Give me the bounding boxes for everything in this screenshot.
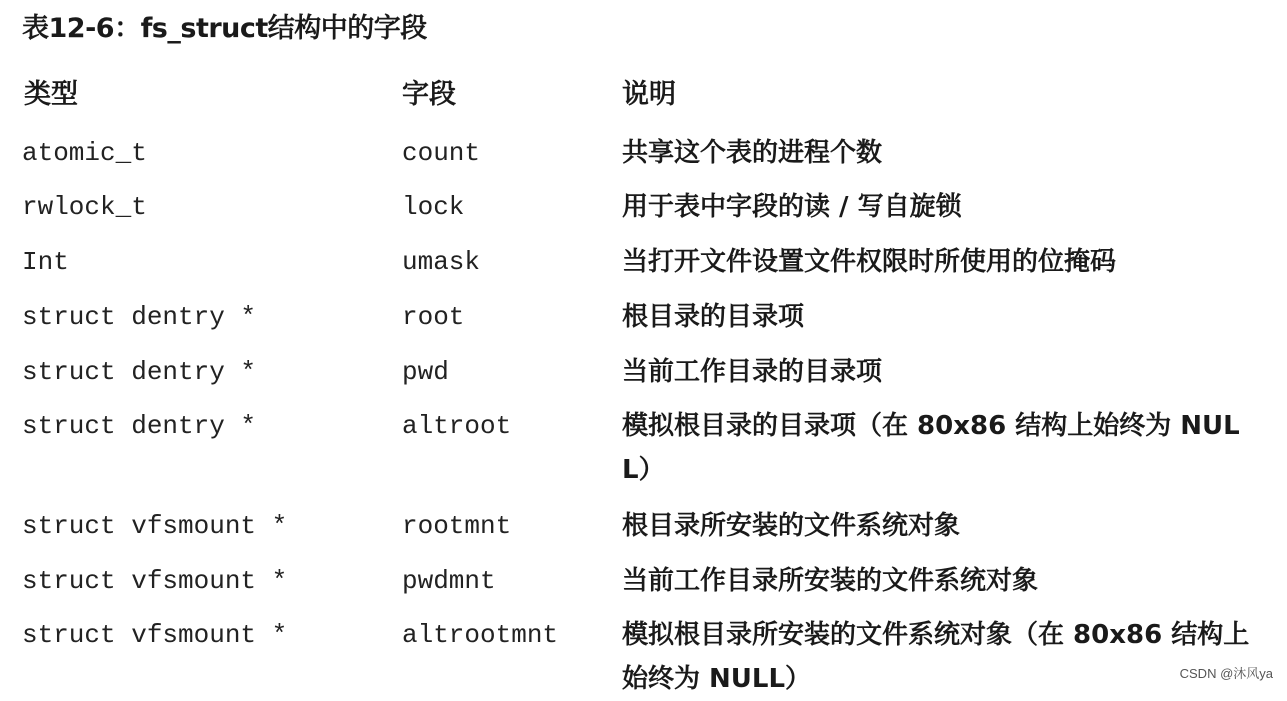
- cell-description: 根目录所安装的文件系统对象: [622, 511, 961, 541]
- watermark: CSDN @沐风ya: [1179, 666, 1273, 681]
- cell-description: 用于表中字段的读 / 写自旋锁: [622, 192, 962, 222]
- cell-description: 根目录的目录项: [622, 302, 805, 332]
- cell-field: pwdmnt: [402, 566, 496, 596]
- cell-field: count: [402, 138, 481, 168]
- cell-type: atomic_t: [22, 138, 147, 168]
- cell-description: 模拟根目录所安装的文件系统对象（在 80x86 结构上始终为 NULL）: [622, 620, 1250, 694]
- cell-field: rootmnt: [402, 511, 512, 541]
- table-title: 表12-6：fs_struct结构中的字段: [22, 13, 427, 44]
- cell-field: umask: [402, 247, 481, 277]
- cell-field: altroot: [402, 411, 512, 441]
- cell-type: rwlock_t: [22, 192, 147, 222]
- cell-field: lock: [402, 192, 465, 222]
- cell-description: 共享这个表的进程个数: [622, 138, 883, 168]
- cell-description: 当前工作目录的目录项: [622, 357, 883, 387]
- cell-type: struct dentry *: [22, 411, 257, 441]
- cell-field: altrootmnt: [402, 620, 559, 650]
- header-description: 说明: [622, 79, 676, 110]
- cell-type: struct vfsmount *: [22, 620, 288, 650]
- cell-type: struct dentry *: [22, 302, 257, 332]
- cell-field: pwd: [402, 357, 449, 387]
- cell-type: struct vfsmount *: [22, 566, 288, 596]
- header-type: 类型: [24, 79, 78, 110]
- cell-type: Int: [22, 247, 69, 277]
- cell-type: struct dentry *: [22, 357, 257, 387]
- header-field: 字段: [402, 79, 456, 110]
- cell-field: root: [402, 302, 465, 332]
- cell-description: 当前工作目录所安装的文件系统对象: [622, 566, 1039, 596]
- cell-type: struct vfsmount *: [22, 511, 288, 541]
- cell-description: 模拟根目录的目录项（在 80x86 结构上始终为 NULL）: [622, 411, 1240, 485]
- cell-description: 当打开文件设置文件权限时所使用的位掩码: [622, 247, 1117, 277]
